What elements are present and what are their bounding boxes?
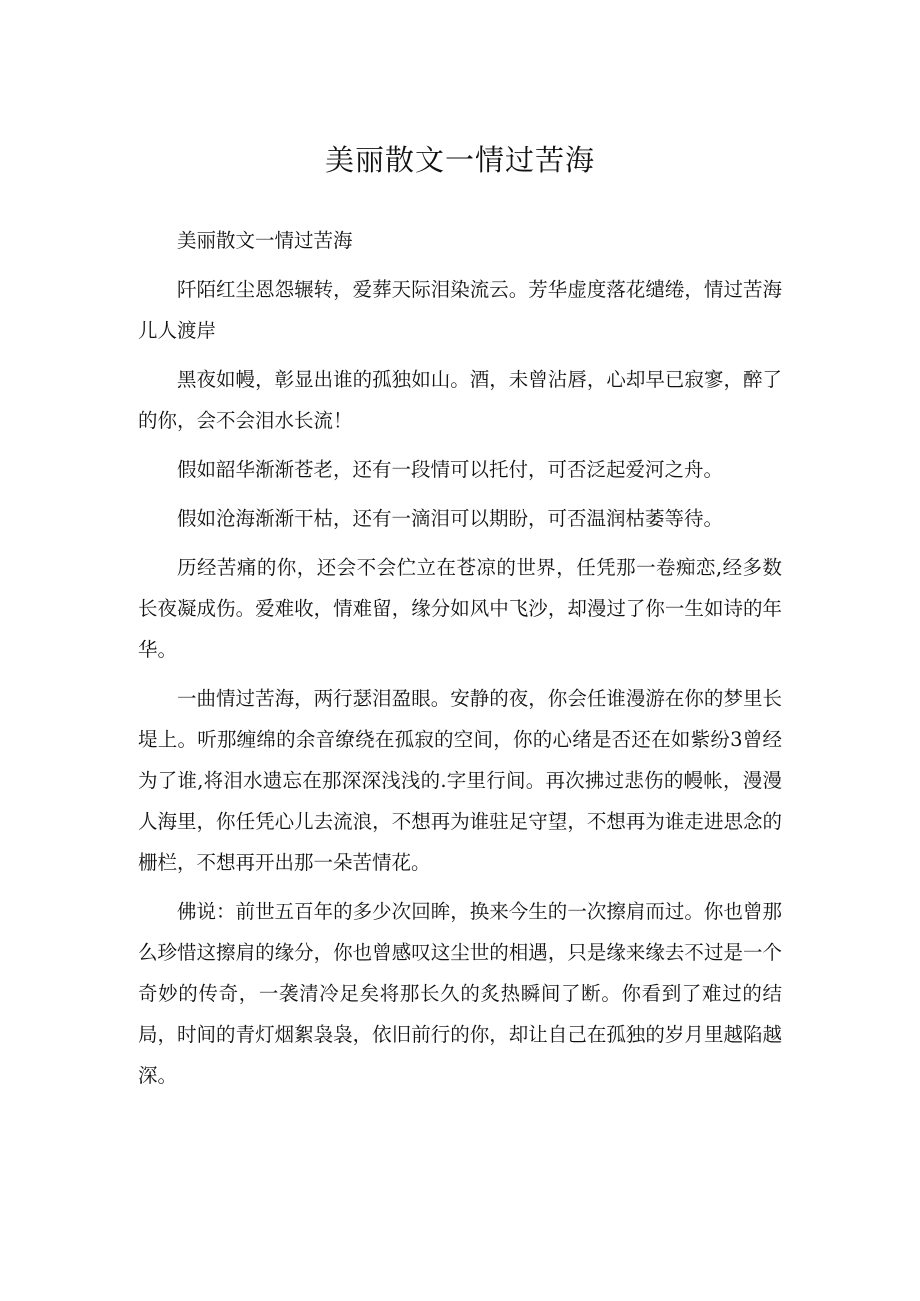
paragraph: 假如韶华渐渐苍老，还有一段情可以托付，可否泛起爱河之舟。 <box>177 458 724 481</box>
paragraph: 阡陌红尘恩怨辗转，爱葬天际泪染流云。芳华虚度落花缱绻，情过苦海儿人渡岸 <box>138 278 782 342</box>
paragraph: 历经苦痛的你，还会不会伫立在苍凉的世界，任凭那一卷痴恋,经多数长夜凝成伤。爱难收，情难留，缘分如风中飞沙，却漫过了你一生如诗的年华。 <box>138 556 782 661</box>
paragraph: 一曲情过苦海，两行瑟泪盈眼。安静的夜，你会任谁漫游在你的梦里长堤上。听那缠绵的余音缭绕在孤寂的空间，你的心绪是否还在如紫纷3曾经为了谁,将泪水遗忘在那深深浅浅的.字里行间。再次拂过悲伤的幔帐，漫漫人海里，你任凭心儿去流浪，不想再为谁驻足守望，不想再为谁走进思念的栅栏，不想再开出那一朵苦情花。 <box>138 687 782 874</box>
paragraph: 佛说：前世五百年的多少次回眸，换来今生的一次擦肩而过。你也曾那么珍惜这擦肩的缘分，你也曾感叹这尘世的相遇，只是缘来缘去不过是一个奇妙的传奇，一袭清冷足矣将那长久的炙热瞬间了断。你看到了难过的结局，时间的青灯烟絮袅袅，依旧前行的你，却让自己在孤独的岁月里越陷越深。 <box>138 900 782 1087</box>
document-body <box>138 220 782 1104</box>
paragraph: 黑夜如幔，彰显出谁的孤独如山。酒，未曾沾唇，心却早已寂寥，醉了的你，会不会泪水长流！ <box>138 368 782 432</box>
document-title: 美丽散文一情过苦海 <box>324 143 595 177</box>
paragraph-subtitle: 美丽散文一情过苦海 <box>177 229 353 252</box>
paragraph: 假如沧海渐渐干枯，还有一滴泪可以期盼，可否温润枯萎等待。 <box>177 507 724 530</box>
